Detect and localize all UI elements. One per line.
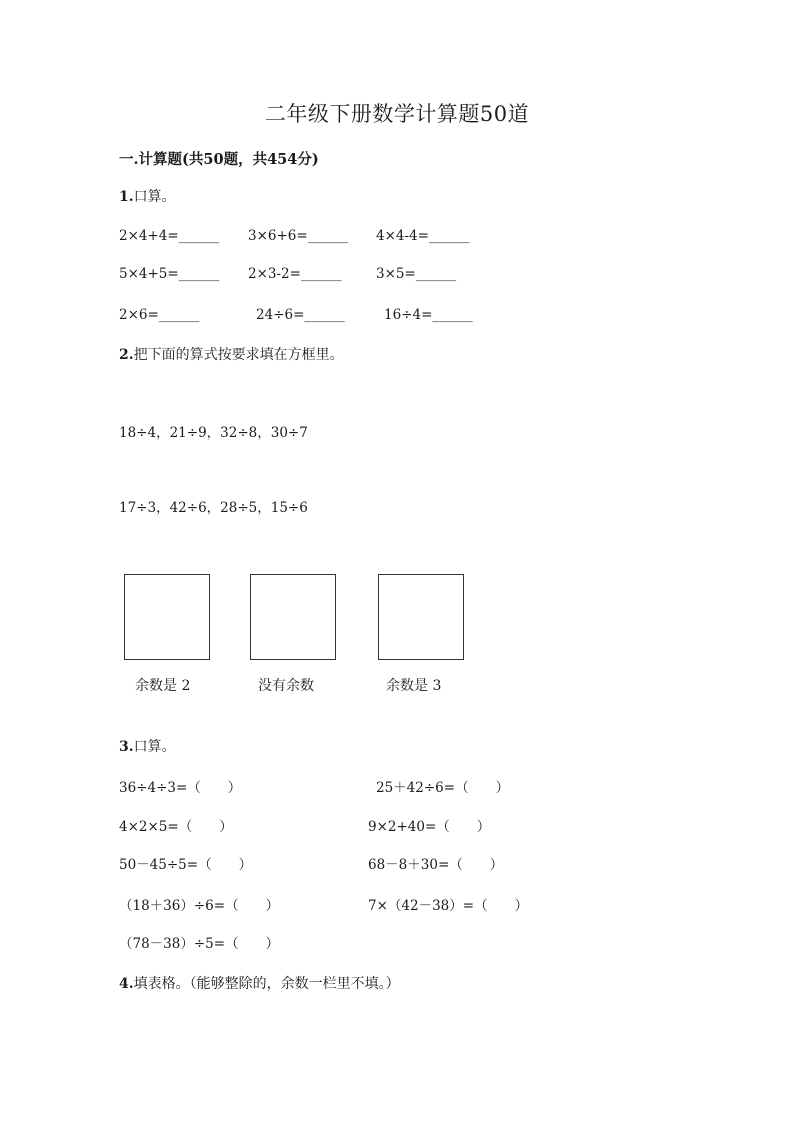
question-text: 口算。 xyxy=(133,739,176,755)
question-number: 2. xyxy=(119,347,134,363)
answer-box-remainder-2[interactable] xyxy=(124,574,210,660)
answer-box-remainder-3[interactable] xyxy=(378,574,464,660)
box-label: 没有余数 xyxy=(258,678,314,694)
exercise: （18＋36）÷6=（ ） xyxy=(119,898,280,914)
question-1-heading xyxy=(119,186,176,206)
exercise: 2×6=______ xyxy=(119,307,200,323)
exercise: 9×2+40=（ ） xyxy=(368,819,491,835)
exercise: 50－45÷5=（ ） xyxy=(119,857,253,873)
expression-list: 17÷3，42÷6，28÷5，15÷6 xyxy=(119,500,308,516)
question-number: 1. xyxy=(119,189,134,205)
exercise: 2×3-2=______ xyxy=(248,266,342,282)
box-label: 余数是 3 xyxy=(386,678,442,694)
exercise: 3×6+6=______ xyxy=(248,228,349,244)
exercise: 2×4+4=______ xyxy=(119,228,220,244)
section-heading: 一.计算题(共50题，共454分) xyxy=(119,151,319,168)
exercise: 36÷4÷3=（ ） xyxy=(119,780,242,796)
exercise: 4×2×5=（ ） xyxy=(119,819,233,835)
exercise: 7×（42－38）=（ ） xyxy=(368,898,529,914)
question-4-heading xyxy=(119,973,400,993)
question-text: 把下面的算式按要求填在方框里。 xyxy=(133,347,344,363)
exercise: 4×4-4=______ xyxy=(376,228,470,244)
box-label: 余数是 2 xyxy=(135,678,191,694)
question-text: 填表格。（能够整除的，余数一栏里不填。） xyxy=(133,976,400,992)
page-title: 二年级下册数学计算题50道 xyxy=(264,102,530,126)
answer-box-no-remainder[interactable] xyxy=(250,574,336,660)
question-number: 4. xyxy=(119,976,134,992)
exercise: 3×5=______ xyxy=(376,266,457,282)
question-text: 口算。 xyxy=(133,189,176,205)
exercise: 25＋42÷6=（ ） xyxy=(376,780,510,796)
exercise: 5×4+5=______ xyxy=(119,266,220,282)
exercise: 68－8＋30=（ ） xyxy=(368,857,504,873)
question-number: 3. xyxy=(119,739,134,755)
expression-list: 18÷4，21÷9，32÷8，30÷7 xyxy=(119,425,308,441)
exercise: （78－38）÷5=（ ） xyxy=(119,936,280,952)
exercise: 16÷4=______ xyxy=(384,307,473,323)
question-2-heading xyxy=(119,344,344,364)
exercise: 24÷6=______ xyxy=(256,307,345,323)
question-3-heading xyxy=(119,736,176,756)
